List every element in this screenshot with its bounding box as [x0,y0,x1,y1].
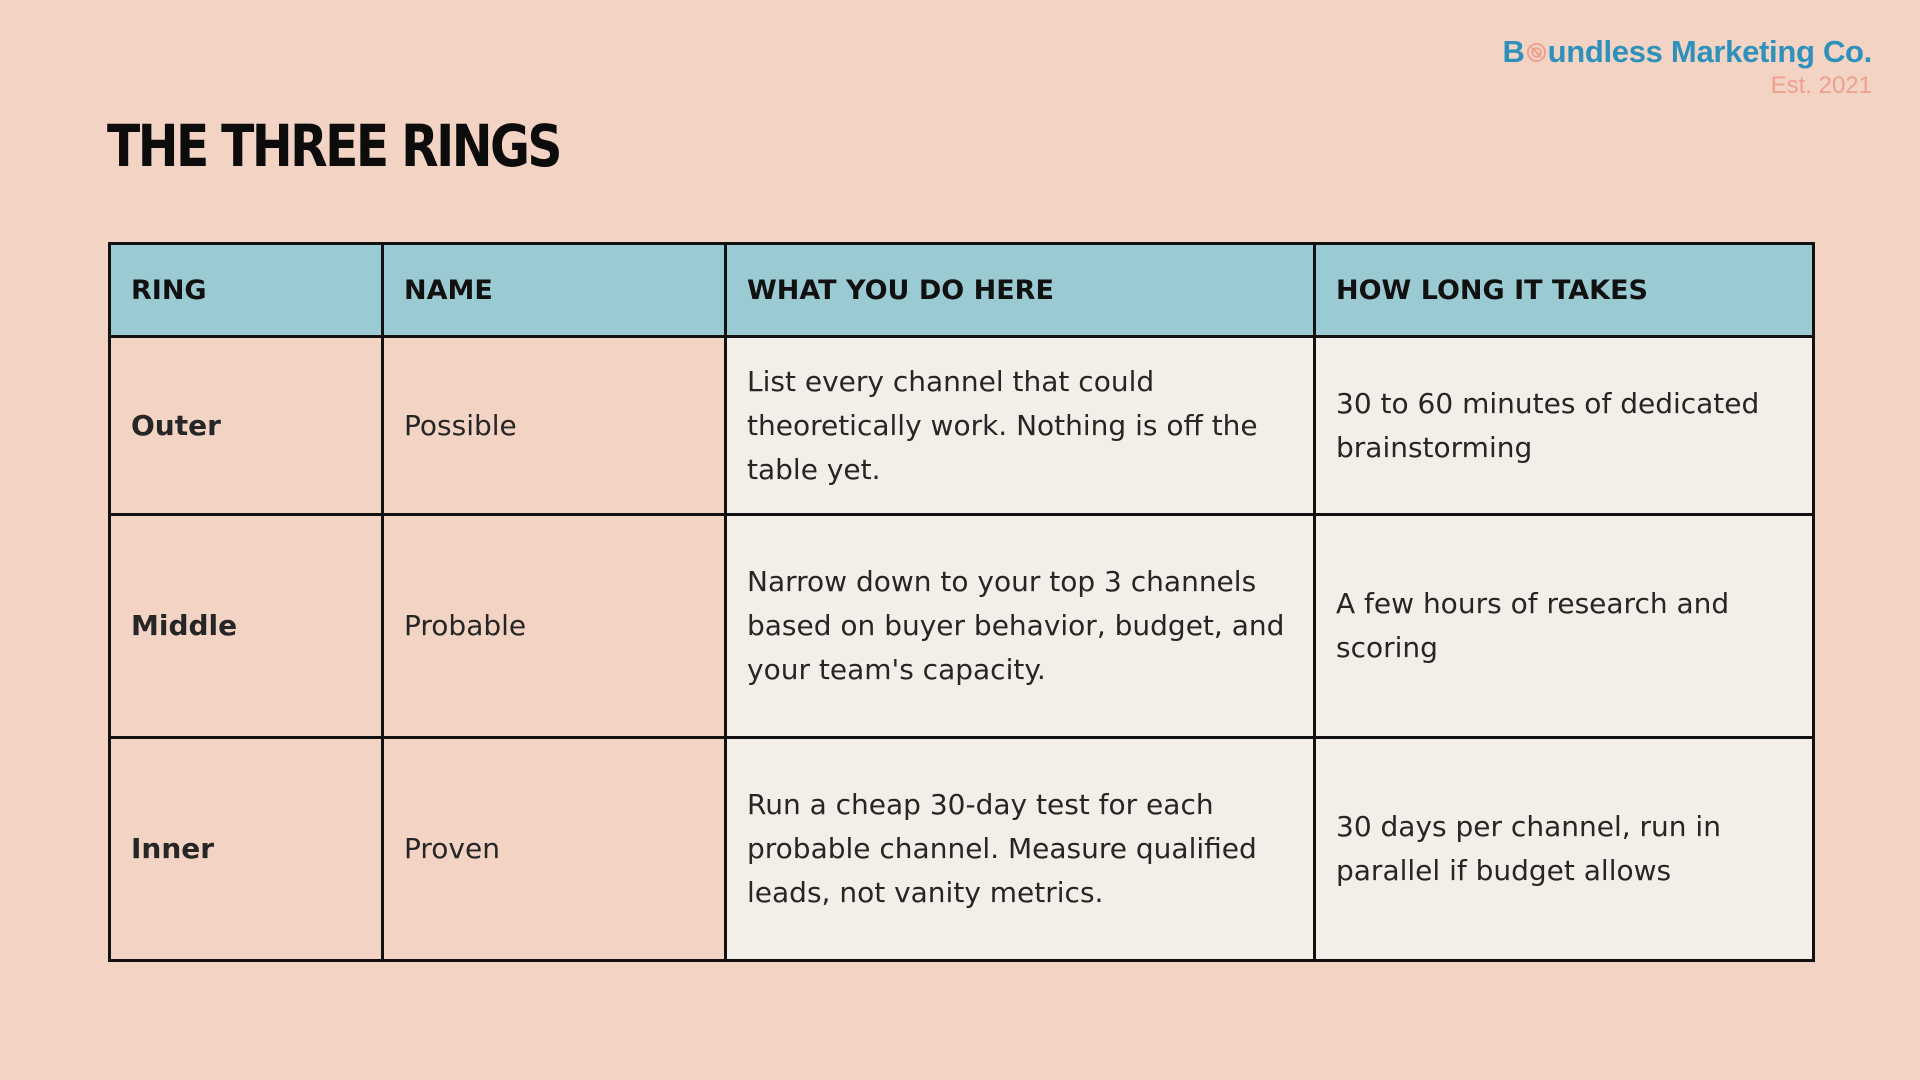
header-how-long: HOW LONG IT TAKES [1315,244,1814,337]
cell-how-long: A few hours of research and scoring [1315,515,1814,738]
header-what-you-do: WHAT YOU DO HERE [726,244,1315,337]
cell-what: Run a cheap 30-day test for each probable channel. Measure qualified leads, not vanity metrics. [726,738,1315,961]
cell-what: List every channel that could theoretically work. Nothing is off the table yet. [726,337,1315,515]
cell-what: Narrow down to your top 3 channels based on buyer behavior, budget, and your team's capacity. [726,515,1315,738]
brand-name-suffix: undless Marketing Co. [1547,34,1872,69]
table-row [110,515,1814,738]
cell-ring: Middle [110,515,383,738]
cell-name: Probable [383,515,726,738]
rings-table [108,242,1815,962]
brand-name [1502,34,1872,70]
bullseye-o-icon [1526,35,1547,56]
table-row [110,337,1814,515]
cell-how-long: 30 to 60 minutes of dedicated brainstorming [1315,337,1814,515]
brand-block [1502,34,1872,100]
cell-name: Proven [383,738,726,961]
cell-ring: Inner [110,738,383,961]
page-title: THE THREE RINGS [107,112,560,180]
brand-name-prefix: B [1502,34,1525,69]
table-row [110,738,1814,961]
cell-name: Possible [383,337,726,515]
header-ring: RING [110,244,383,337]
cell-ring: Outer [110,337,383,515]
header-name: NAME [383,244,726,337]
cell-how-long: 30 days per channel, run in parallel if budget allows [1315,738,1814,961]
brand-established: Est. 2021 [1770,72,1872,99]
table-header-row [110,244,1814,337]
